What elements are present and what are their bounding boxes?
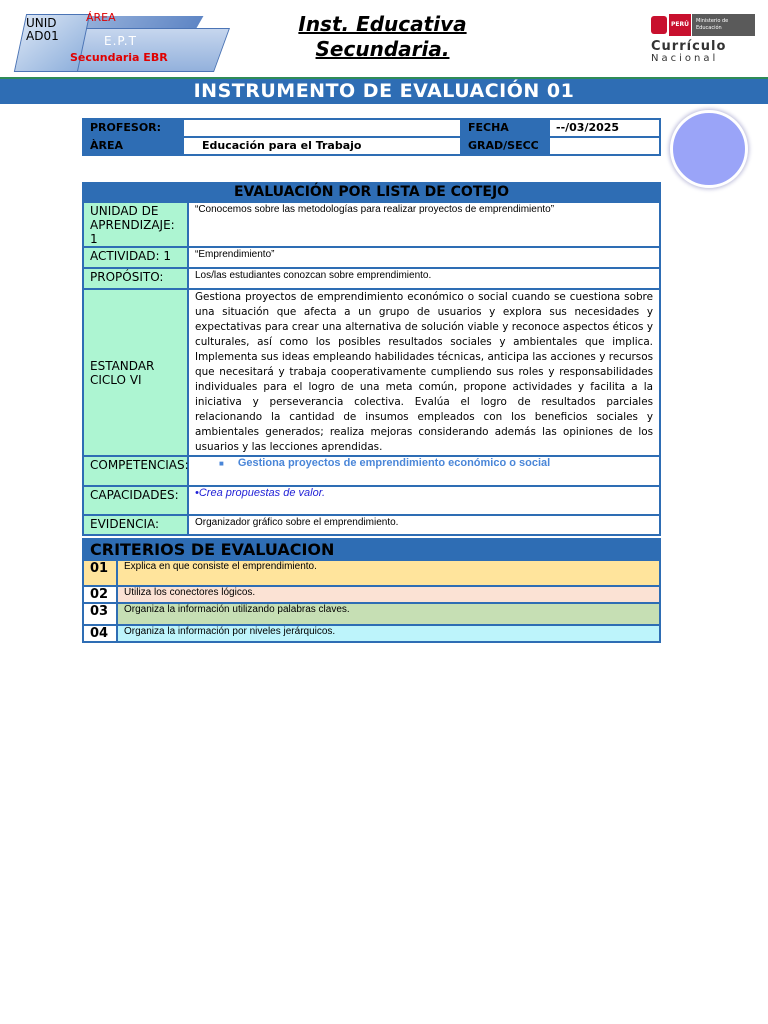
profesor-value <box>183 119 461 137</box>
grad-secc-value <box>549 137 660 155</box>
criterio-number: 04 <box>83 625 117 642</box>
document-title: INSTRUMENTO DE EVALUACIÓN 01 <box>0 79 768 104</box>
criterio-number: 03 <box>83 603 117 625</box>
cotejo-heading: EVALUACIÓN POR LISTA DE COTEJO <box>83 183 660 202</box>
grad-secc-label: GRAD/SECC <box>461 137 549 155</box>
unidad-label: UNIDAD DE APRENDIZAJE: 1 <box>83 202 188 247</box>
criterios-heading: CRITERIOS DE EVALUACION <box>83 539 660 560</box>
actividad-value: “Emprendimiento” <box>188 247 660 268</box>
info-table <box>82 118 661 156</box>
area-value: Educación para el Trabajo <box>183 137 461 155</box>
criterio-number: 02 <box>83 586 117 603</box>
proposito-value: Los/las estudiantes conozcan sobre emprendimiento. <box>188 268 660 289</box>
competencias-value <box>188 456 660 486</box>
criterio-text: Utiliza los conectores lógicos. <box>117 586 660 603</box>
competencias-label: COMPETENCIAS: <box>83 456 188 486</box>
criterio-number: 01 <box>83 560 117 586</box>
unidad-value: “Conocemos sobre las metodologías para realizar proyectos de emprendimiento” <box>188 202 660 247</box>
criterio-row <box>83 560 660 586</box>
area-label: ÀREA <box>83 137 183 155</box>
bullet-icon: ■ <box>219 459 224 468</box>
profesor-label: PROFESOR: <box>83 119 183 137</box>
capacidades-value: •Crea propuestas de valor. <box>188 486 660 515</box>
cotejo-table <box>82 182 661 536</box>
peru-label: PERÚ <box>669 14 691 36</box>
criterios-table <box>82 538 661 643</box>
actividad-label: ACTIVIDAD: 1 <box>83 247 188 268</box>
nacional-label: Nacional <box>651 53 719 64</box>
ministry-label: Ministerio de Educación <box>692 14 755 36</box>
coat-of-arms-icon <box>651 16 667 34</box>
proposito-label: PROPÓSITO: <box>83 268 188 289</box>
evidencia-label: EVIDENCIA: <box>83 515 188 535</box>
estandar-value: Gestiona proyectos de emprendimiento económico o social cuando se cuestiona sobre una situación que afecta a un grupo de usuarios y explora sus necesidades y expectativas para crear una alternativa de solución viable y reconoce aspectos éticos y culturales, así como los posibles resultados sociales y ambientales que implica. Implementa sus ideas empleando habilidades técnicas, anticipa las acciones y recursos que necesitará y trabaja cooperativamente cumpliendo sus roles y responsabilidades individuales para el logro de una meta común, propone actividades y facilita a la iniciativa y perseverancia colectiva. Evalúa el logro de resultados parciales relacionando la cantidad de insumos empleados con los beneficios sociales y ambientales generados; realiza mejoras considerando además las opiniones de los usuarios y las lecciones aprendidas. <box>188 289 660 456</box>
criterio-text: Organiza la información utilizando palabras claves. <box>117 603 660 625</box>
decorative-circle <box>670 110 748 188</box>
criterio-row <box>83 586 660 603</box>
fecha-label: FECHA <box>461 119 549 137</box>
criterio-row <box>83 625 660 642</box>
estandar-label: ESTANDAR CICLO VI <box>83 289 188 456</box>
school-name: Inst. Educativa Secundaria. <box>298 12 467 61</box>
evidencia-value: Organizador gráfico sobre el emprendimiento. <box>188 515 660 535</box>
secundaria-ebr-label: Secundaria EBR <box>70 51 168 64</box>
logo-band <box>64 28 230 72</box>
unid-label: UNID AD01 <box>26 16 59 43</box>
criterio-text: Organiza la información por niveles jerárquicos. <box>117 625 660 642</box>
criterio-text: Explica en que consiste el emprendimiento. <box>117 560 660 586</box>
capacidades-label: CAPACIDADES: <box>83 486 188 515</box>
criterio-row <box>83 603 660 625</box>
ept-logo-label: E.P.T <box>104 34 137 48</box>
fecha-value: --/03/2025 <box>549 119 660 137</box>
competencias-text: Gestiona proyectos de emprendimiento económico o social <box>237 457 551 469</box>
curriculo-label: Currículo <box>651 39 727 54</box>
area-logo-label: ÁREA <box>86 11 116 24</box>
